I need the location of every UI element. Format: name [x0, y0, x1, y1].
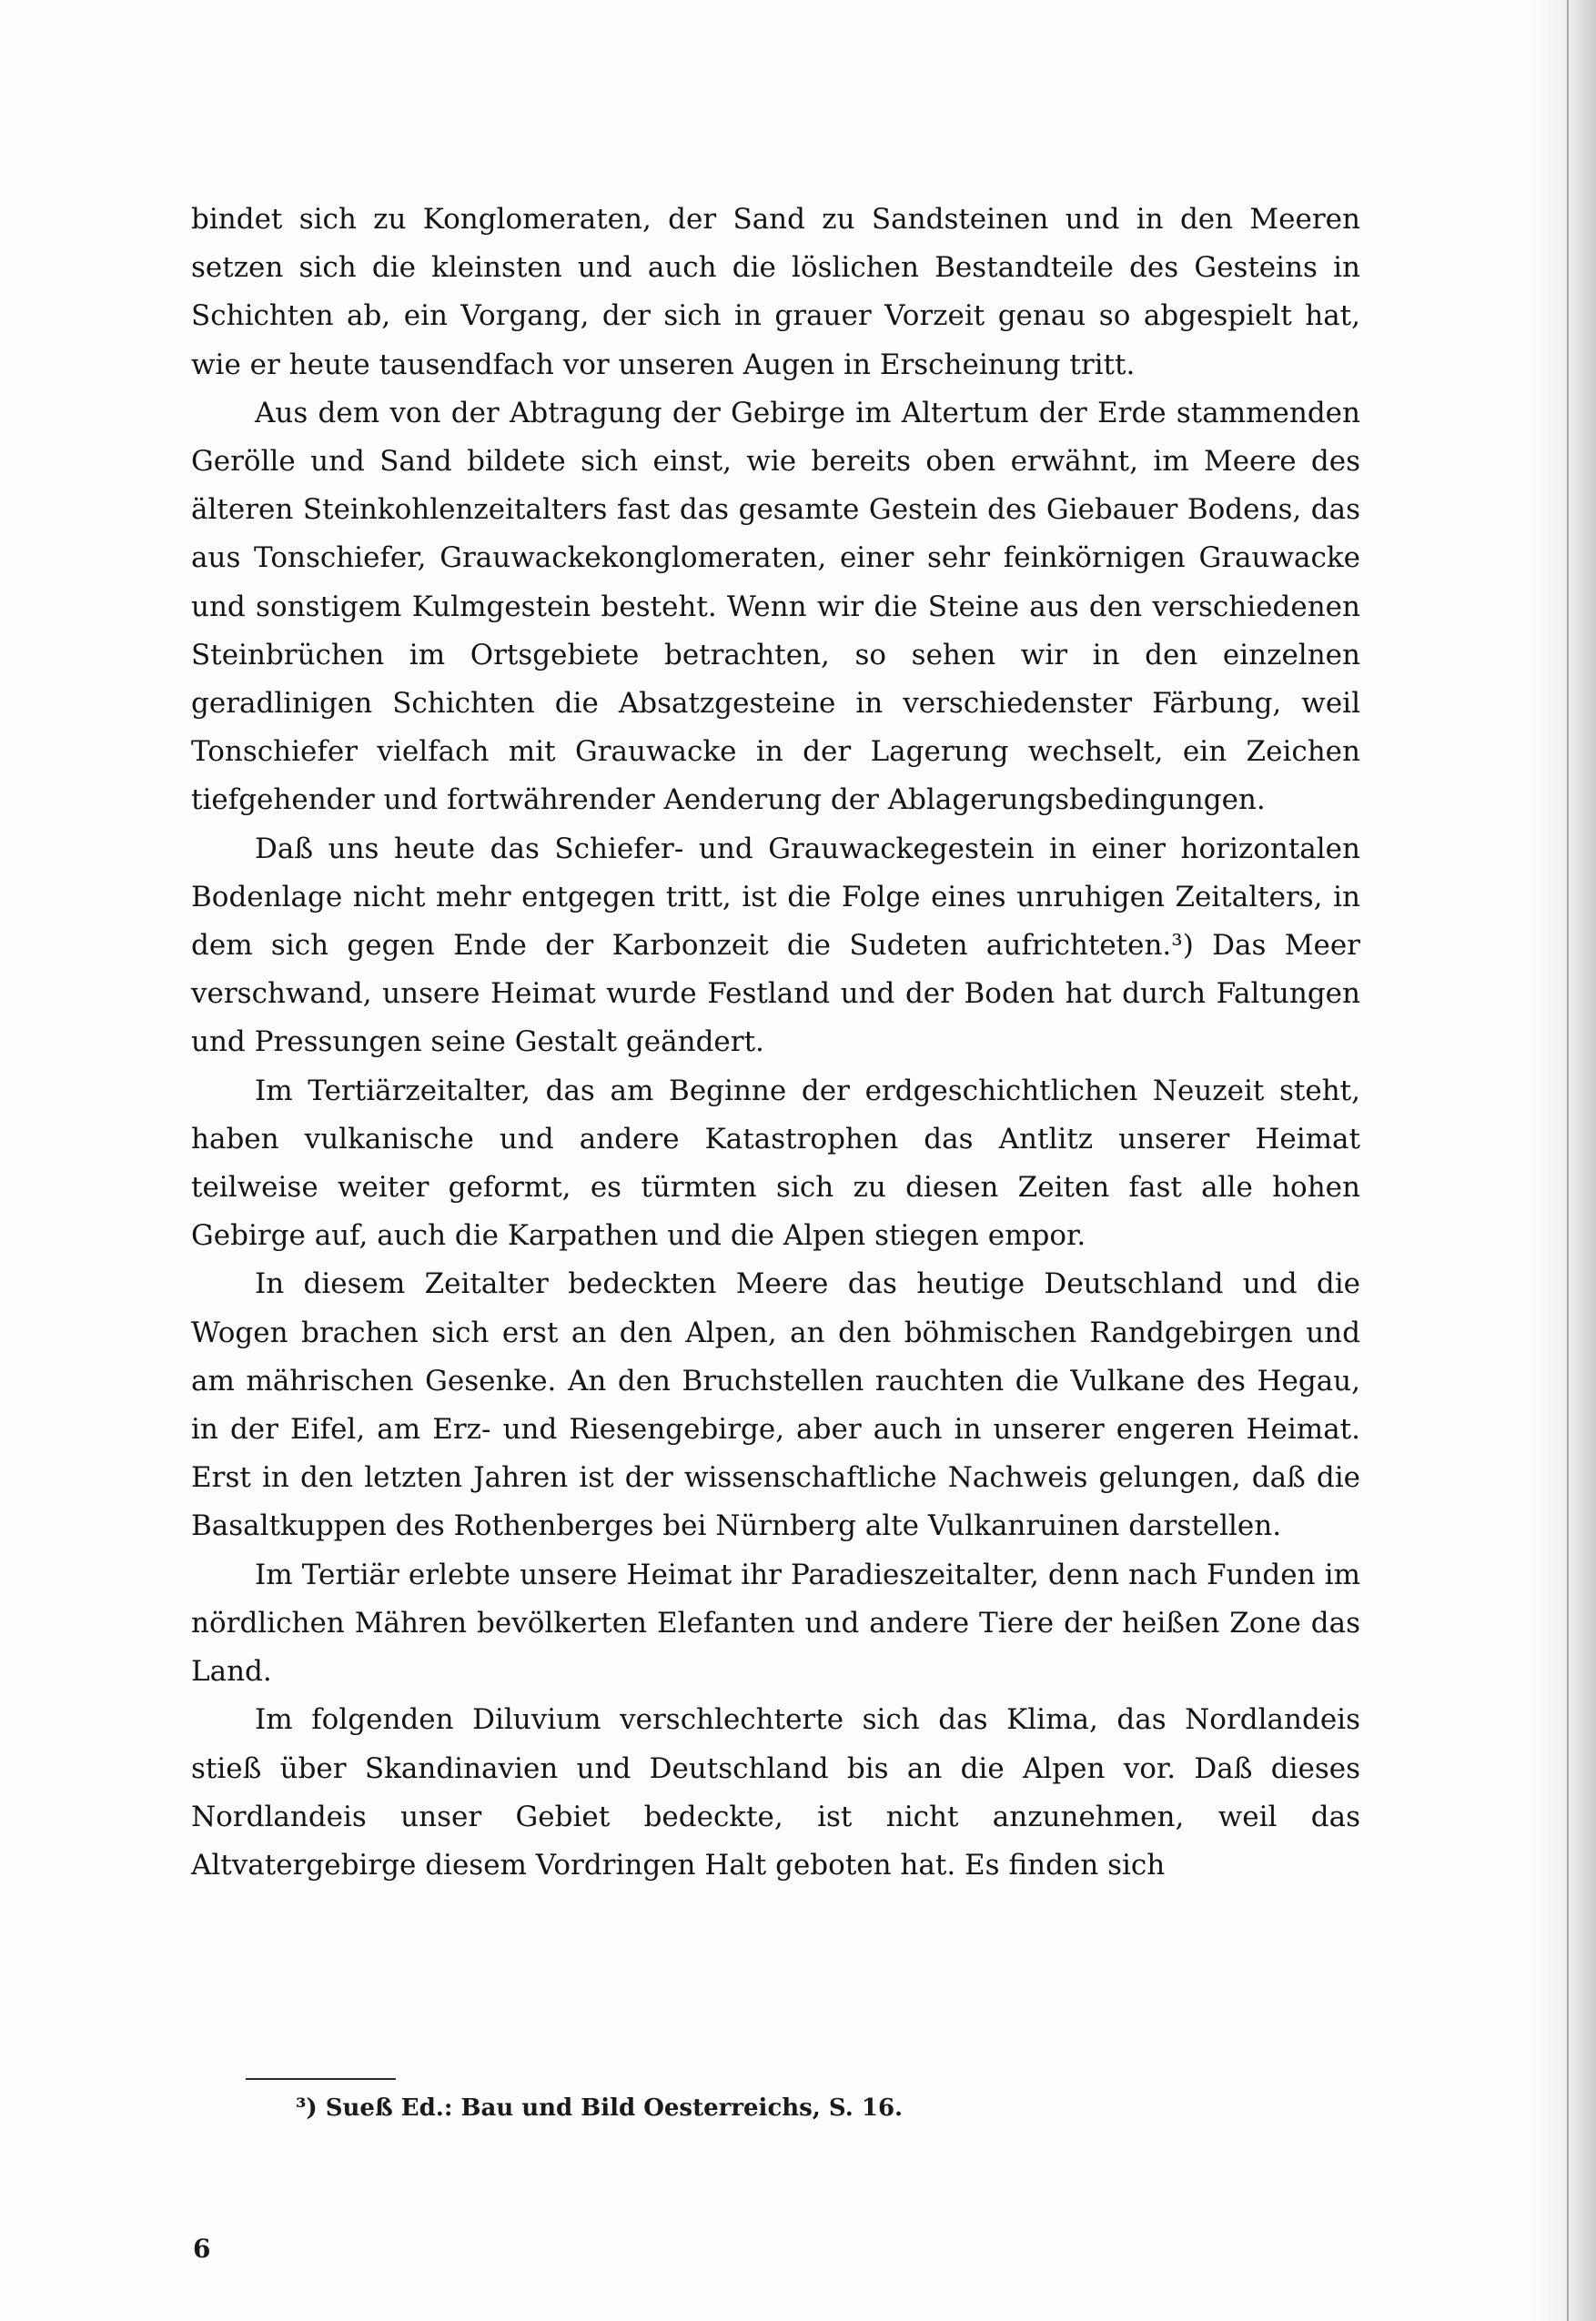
body-text [191, 196, 1360, 1890]
footnote: ³) Sueß Ed.: Bau und Bild Oesterreichs, S. 16. [296, 2094, 904, 2122]
paragraph-5: In diesem Zeitalter bedeckten Meere das heutige Deutschland und die Wogen brachen sich erst an den Alpen, an den böhmischen Randgebirgen und am mährischen Gesenke. An den Bruchstellen rauchten die Vulkane des Hegau, in der Eifel, am Erz- und Riesengebirge, aber auch in unserer engeren Heimat. Erst in den letzten Jahren ist der wissenschaftliche Nachweis gelungen, daß die Basaltkuppen des Rothenberges bei Nürnberg alte Vulkanruinen darstellen. [191, 1267, 1360, 1543]
page-edge-line [1567, 0, 1569, 2321]
footnote-rule [246, 2078, 396, 2080]
page-edge-shadow [1532, 0, 1596, 2321]
paragraph-6: Im Tertiär erlebte unsere Heimat ihr Paradieszeitalter, denn nach Funden im nördlichen Mähren bevölkerten Elefanten und andere Tiere der heißen Zone das Land. [191, 1558, 1360, 1689]
paragraph-3: Daß uns heute das Schiefer- und Grauwackegestein in einer horizontalen Bodenlage nicht mehr entgegen tritt, ist die Folge eines unruhigen Zeitalters, in dem sich gegen Ende der Karbonzeit die Sudeten aufrichteten.³) Das Meer verschwand, unsere Heimat wurde Festland und der Boden hat durch Faltungen und Pressungen seine Gestalt geändert. [191, 832, 1360, 1059]
paragraph-4: Im Tertiärzeitalter, das am Beginne der erdgeschichtlichen Neuzeit steht, haben vulkanische und andere Katastrophen das Antlitz unserer Heimat teilweise weiter geformt, es türmten sich zu diesen Zeiten fast alle hohen Gebirge auf, auch die Karpathen und die Alpen stiegen empor. [191, 1074, 1360, 1253]
page-number: 6 [193, 2234, 211, 2264]
paragraph-2: Aus dem von der Abtragung der Gebirge im Altertum der Erde stammenden Gerölle und Sand bildete sich einst, wie bereits oben erwähnt, im Meere des älteren Steinkohlenzeitalters fast das gesamte Gestein des Giebauer Bodens, das aus Tonschiefer, Grauwackekonglomeraten, einer sehr feinkörnigen Grauwacke und sonstigem Kulmgestein besteht. Wenn wir die Steine aus den verschiedenen Steinbrüchen im Ortsgebiete betrachten, so sehen wir in den einzelnen geradlinigen Schichten die Absatzgesteine in verschiedenster Färbung, weil Tonschiefer vielfach mit Grauwacke in der Lagerung wechselt, ein Zeichen tiefgehender und fortwährender Aenderung der Ablagerungsbedingungen. [191, 396, 1360, 817]
paragraph-7: Im folgenden Diluvium verschlechterte sich das Klima, das Nordlandeis stieß über Skandinavien und Deutschland bis an die Alpen vor. Daß dieses Nordlandeis unser Gebiet bedeckte, ist nicht anzunehmen, weil das Altvatergebirge diesem Vordringen Halt geboten hat. Es finden sich [191, 1703, 1360, 1882]
paragraph-1: bindet sich zu Konglomeraten, der Sand zu Sandsteinen und in den Meeren setzen sich die kleinsten und auch die löslichen Bestandteile des Gesteins in Schichten ab, ein Vorgang, der sich in grauer Vorzeit genau so abgespielt hat, wie er heute tausendfach vor unseren Augen in Erscheinung tritt. [191, 203, 1360, 381]
